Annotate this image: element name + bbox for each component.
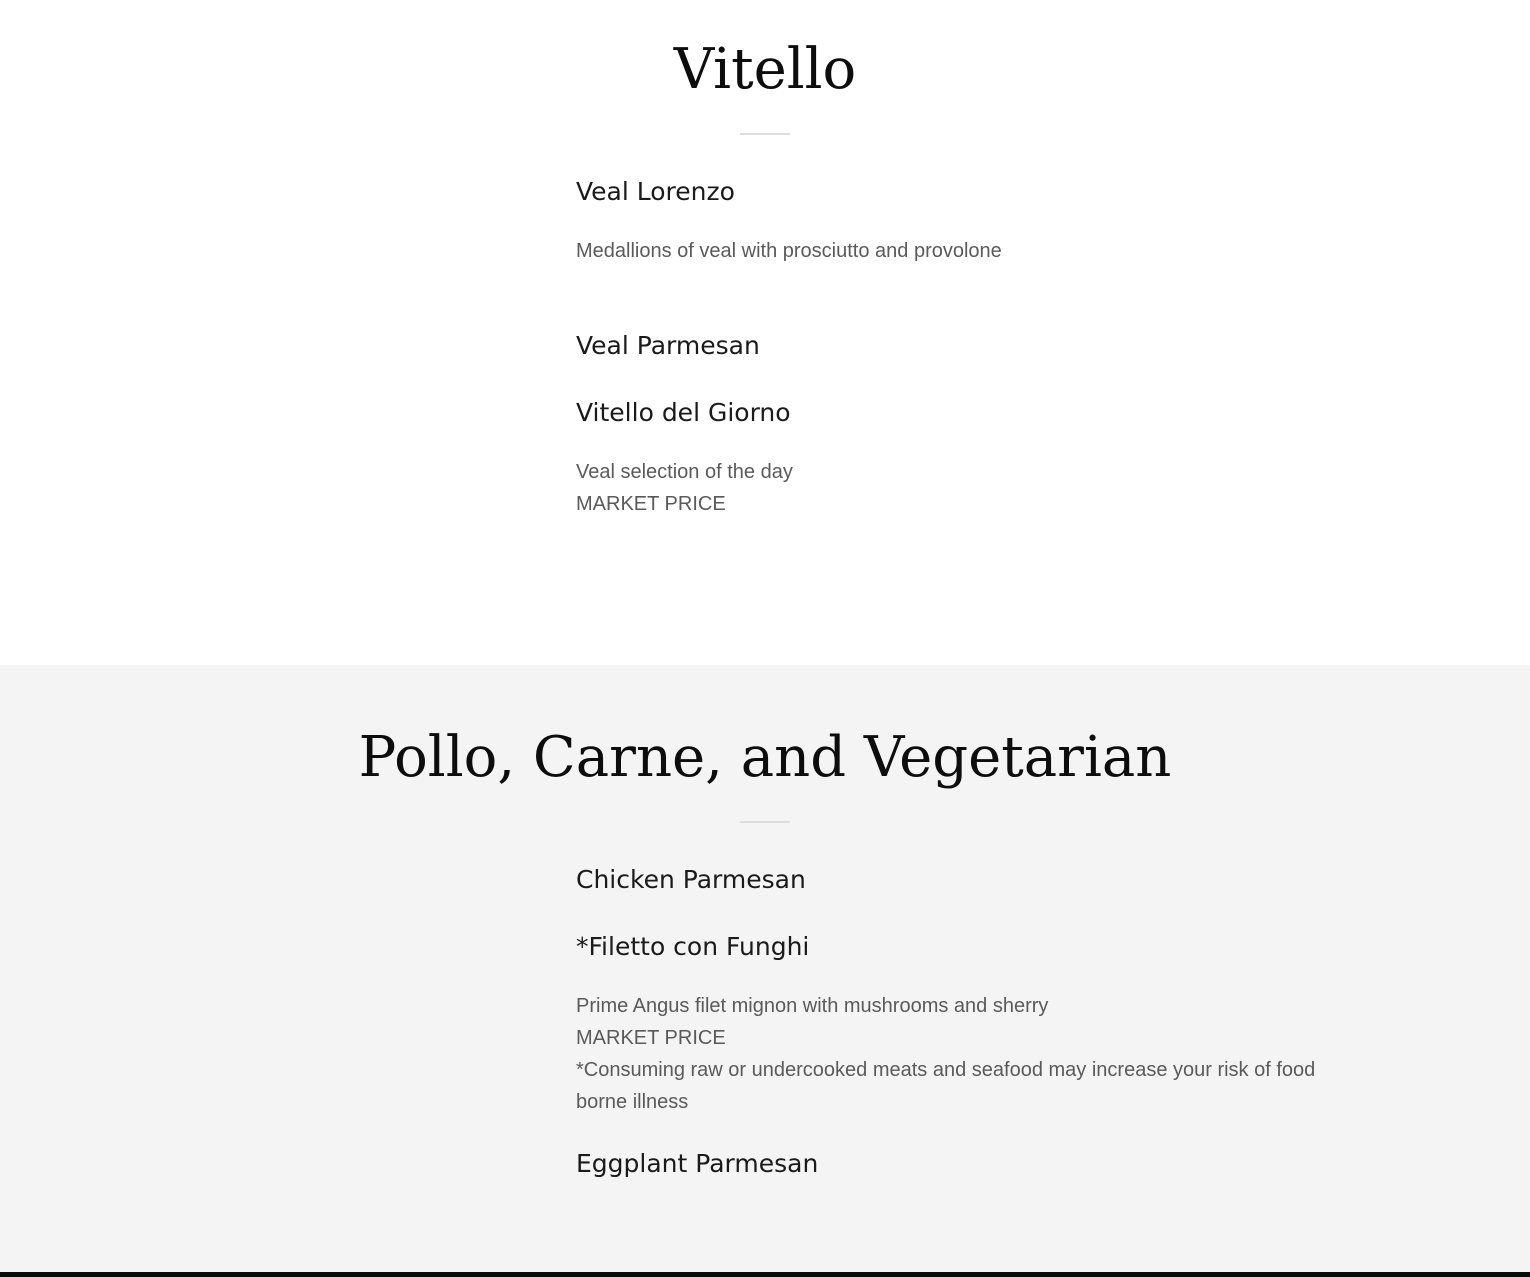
menu-item-name: Vitello del Giorno: [576, 398, 791, 427]
menu-item-name: Veal Parmesan: [576, 331, 760, 360]
item-description-text: Veal selection of the day: [576, 461, 793, 483]
title-divider: [740, 821, 790, 823]
menu-item-description: [576, 990, 1316, 1118]
menu-section-pollo-carne-vegetarian: [0, 665, 1530, 1272]
item-price: MARKET PRICE: [576, 1027, 726, 1049]
item-description-text: Prime Angus filet mignon with mushrooms and sherry: [576, 995, 1049, 1017]
item-description-text: Medallions of veal with prosciutto and provolone: [576, 240, 1002, 262]
menu-item-name: Eggplant Parmesan: [576, 1149, 819, 1178]
menu-item-name: *Filetto con Funghi: [576, 932, 810, 961]
section-title: Vitello: [673, 37, 857, 102]
menu-item-name: Veal Lorenzo: [576, 177, 735, 206]
footer-bar: [0, 1272, 1530, 1277]
title-divider: [740, 133, 790, 135]
menu-item-name: Chicken Parmesan: [576, 865, 806, 894]
menu-item-description: [576, 235, 1316, 267]
item-price: MARKET PRICE: [576, 493, 726, 515]
section-title: Pollo, Carne, and Vegetarian: [358, 725, 1172, 790]
item-health-note: *Consuming raw or undercooked meats and seafood may increase your risk of food borne illness: [576, 1059, 1316, 1113]
menu-item-description: [576, 456, 1316, 520]
